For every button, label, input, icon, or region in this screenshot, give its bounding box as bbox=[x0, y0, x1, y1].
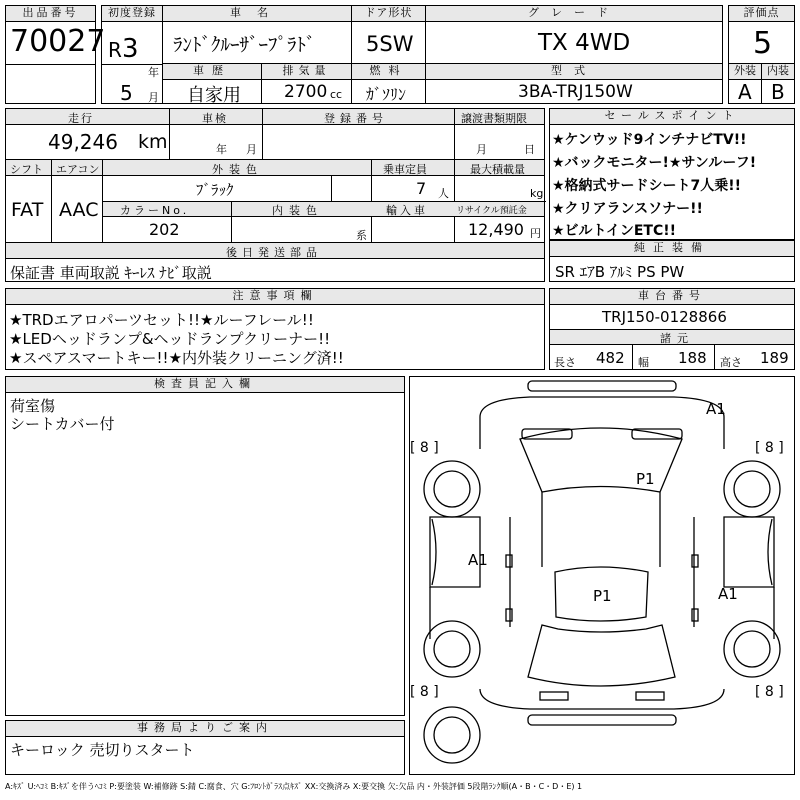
len-value: 482 bbox=[596, 349, 625, 367]
int-color-unit: 系 bbox=[356, 229, 367, 242]
fuel-box bbox=[351, 63, 426, 104]
interior-value: B bbox=[771, 80, 785, 104]
interior-box bbox=[761, 63, 795, 104]
exterior-value: A bbox=[738, 80, 752, 104]
later-parts-label: 後日発送部品 bbox=[226, 246, 322, 259]
int-color-label: 内装色 bbox=[272, 204, 323, 217]
first-reg-box bbox=[101, 5, 163, 104]
insp-month: 月 bbox=[246, 143, 257, 156]
recycle-unit: 円 bbox=[530, 227, 541, 240]
office-value: キーロック 売切りスタート bbox=[10, 741, 195, 759]
office-title: 事務局よりご案内 bbox=[6, 721, 404, 737]
office-box bbox=[5, 720, 405, 775]
mileage-unit: km bbox=[138, 131, 168, 153]
mileage-value: 49,246 bbox=[48, 130, 118, 154]
color-no-label: カラーNo. bbox=[120, 204, 190, 217]
later-parts-value: 保証書 車両取説 ｷｰﾚｽ ﾅﾋﾞ取説 bbox=[10, 264, 212, 282]
model-label: 型式 bbox=[426, 64, 722, 80]
tire-depth: [ 8 ] bbox=[410, 440, 439, 456]
ext-color-label: 外装色 bbox=[212, 163, 263, 176]
tire-depth: [ 8 ] bbox=[755, 684, 784, 700]
shift-label: シフト bbox=[10, 163, 43, 176]
door-box bbox=[351, 5, 426, 64]
wid-value: 188 bbox=[678, 349, 707, 367]
chassis-number: TRJ150-0128866 bbox=[602, 308, 727, 326]
score-label: 評価点 bbox=[729, 6, 794, 22]
car-diagram bbox=[409, 376, 795, 775]
hei-value: 189 bbox=[760, 349, 789, 367]
note-line: ★TRDエアロパーツセット!!★ルーフレール!! bbox=[9, 311, 314, 329]
grade-box bbox=[425, 5, 723, 64]
interior-label: 内装 bbox=[762, 64, 794, 80]
ext-color-value: ﾌﾞﾗｯｸ bbox=[196, 181, 234, 199]
door-label: ドア形状 bbox=[352, 6, 425, 22]
inspector-box bbox=[5, 376, 405, 716]
lot-number: 70027 bbox=[10, 24, 106, 59]
car-name: ﾗﾝﾄﾞｸﾙｰｻﾞｰﾌﾟﾗﾄﾞ bbox=[173, 34, 316, 56]
displacement-box bbox=[261, 63, 352, 104]
grade-value: TX 4WD bbox=[538, 30, 631, 56]
name-label: 車名 bbox=[163, 6, 351, 22]
recycle-label: リサイクル預託金 bbox=[456, 206, 527, 216]
door-value: 5SW bbox=[366, 32, 414, 56]
genuine-title: 純正装備 bbox=[550, 241, 794, 257]
capacity-unit: 人 bbox=[438, 187, 449, 200]
displacement-value: 2700 bbox=[284, 82, 328, 102]
displacement-unit: cc bbox=[330, 88, 343, 101]
model-box bbox=[425, 63, 723, 104]
exterior-box bbox=[728, 63, 762, 104]
first-reg-label: 初度登録 bbox=[102, 6, 162, 22]
insp-year: 年 bbox=[216, 143, 227, 156]
reg-label: 登録番号 bbox=[324, 112, 388, 125]
sales-points-box bbox=[549, 108, 795, 240]
sales-point-line: ★ビルトインETC!! bbox=[552, 223, 677, 239]
damage-mark: P1 bbox=[636, 470, 655, 488]
load-unit: kg bbox=[530, 187, 544, 200]
inspector-line: 荷室傷 bbox=[10, 397, 56, 415]
sales-point-line: ★クリアランスソナー!! bbox=[552, 201, 703, 217]
legend: A:ｷｽﾞ U:ﾍｺﾐ B:ｷｽﾞを伴うﾍｺﾐ P:要塗装 W:補修跡 S:錆 C:腐食、穴 G:ﾌﾛﾝﾄｶﾞﾗｽ点ｷｽﾞ XX:交換済み X:要交換 欠:欠品 内・外装評価 5段階ﾗﾝｸ順(A・B・C・D・E) 1 bbox=[5, 782, 583, 791]
fuel-value: ｶﾞｿﾘﾝ bbox=[366, 85, 407, 104]
tr-day: 日 bbox=[524, 143, 535, 156]
score-box bbox=[728, 5, 795, 64]
color-no-value: 202 bbox=[149, 220, 180, 239]
damage-mark: P1 bbox=[593, 587, 612, 605]
history-label: 車歴 bbox=[163, 64, 261, 80]
genuine-box bbox=[549, 240, 795, 282]
info-grid bbox=[5, 108, 545, 282]
capacity-label: 乗車定員 bbox=[383, 163, 427, 176]
history-box bbox=[162, 63, 262, 104]
chassis-title: 車台番号 bbox=[550, 289, 794, 305]
inspector-title: 検査員記入欄 bbox=[6, 377, 404, 393]
era: R bbox=[108, 38, 122, 62]
recycle-value: 12,490 bbox=[468, 220, 524, 239]
sales-points-title: セールスポイント bbox=[550, 109, 794, 125]
notes-box bbox=[5, 288, 545, 370]
sales-point-line: ★格納式サードシート7人乗!! bbox=[552, 178, 742, 194]
lot-box bbox=[5, 5, 106, 65]
inspection-label: 車検 bbox=[202, 112, 228, 125]
grade-label: グレード bbox=[426, 6, 722, 22]
year: 3 bbox=[122, 34, 139, 64]
damage-mark: A1 bbox=[706, 400, 726, 418]
notes-title: 注意事項欄 bbox=[6, 289, 544, 305]
wid-label: 幅 bbox=[638, 356, 649, 369]
name-box bbox=[162, 5, 352, 64]
exterior-label: 外装 bbox=[729, 64, 761, 80]
transfer-label: 譲渡書類期限 bbox=[461, 112, 527, 125]
displacement-label: 排気量 bbox=[262, 64, 351, 80]
ac-value: AAC bbox=[59, 199, 99, 221]
spec-title: 諸元 bbox=[660, 332, 694, 345]
month: 5 bbox=[120, 81, 133, 105]
load-label: 最大積載量 bbox=[470, 163, 525, 176]
damage-mark: A1 bbox=[718, 585, 738, 603]
damage-mark: A1 bbox=[468, 551, 488, 569]
car-outline bbox=[410, 377, 794, 774]
sales-point-line: ★ケンウッド9インチナビTV!! bbox=[552, 132, 747, 148]
year-unit: 年 bbox=[148, 66, 159, 79]
mileage-label: 走行 bbox=[68, 112, 94, 125]
note-line: ★スペアスマートキー!!★内外装クリーニング済!! bbox=[9, 349, 344, 367]
tr-month: 月 bbox=[476, 143, 487, 156]
ac-label: エアコン bbox=[56, 163, 100, 176]
model-value: 3BA-TRJ150W bbox=[518, 82, 633, 102]
score-value: 5 bbox=[753, 26, 773, 61]
lot-label: 出品番号 bbox=[6, 6, 95, 22]
import-label: 輸入車 bbox=[386, 204, 428, 217]
month-unit: 月 bbox=[148, 91, 159, 104]
chassis-box bbox=[549, 288, 795, 370]
history-value: 自家用 bbox=[187, 85, 241, 106]
tire-depth: [ 8 ] bbox=[410, 684, 439, 700]
genuine-value: SR ｴｱB ｱﾙﾐ PS PW bbox=[555, 263, 685, 281]
inspector-line: シートカバー付 bbox=[10, 415, 115, 433]
tire-depth: [ 8 ] bbox=[755, 440, 784, 456]
fuel-label: 燃料 bbox=[352, 64, 425, 80]
sales-point-line: ★バックモニター!★サンルーフ! bbox=[552, 155, 757, 171]
hei-label: 高さ bbox=[720, 356, 742, 369]
shift-value: FAT bbox=[11, 199, 44, 221]
len-label: 長さ bbox=[554, 356, 576, 369]
lot-box-lower bbox=[5, 64, 96, 104]
capacity-value: 7 bbox=[416, 179, 427, 198]
note-line: ★LEDヘッドランプ&ヘッドランプクリーナー!! bbox=[9, 330, 331, 348]
